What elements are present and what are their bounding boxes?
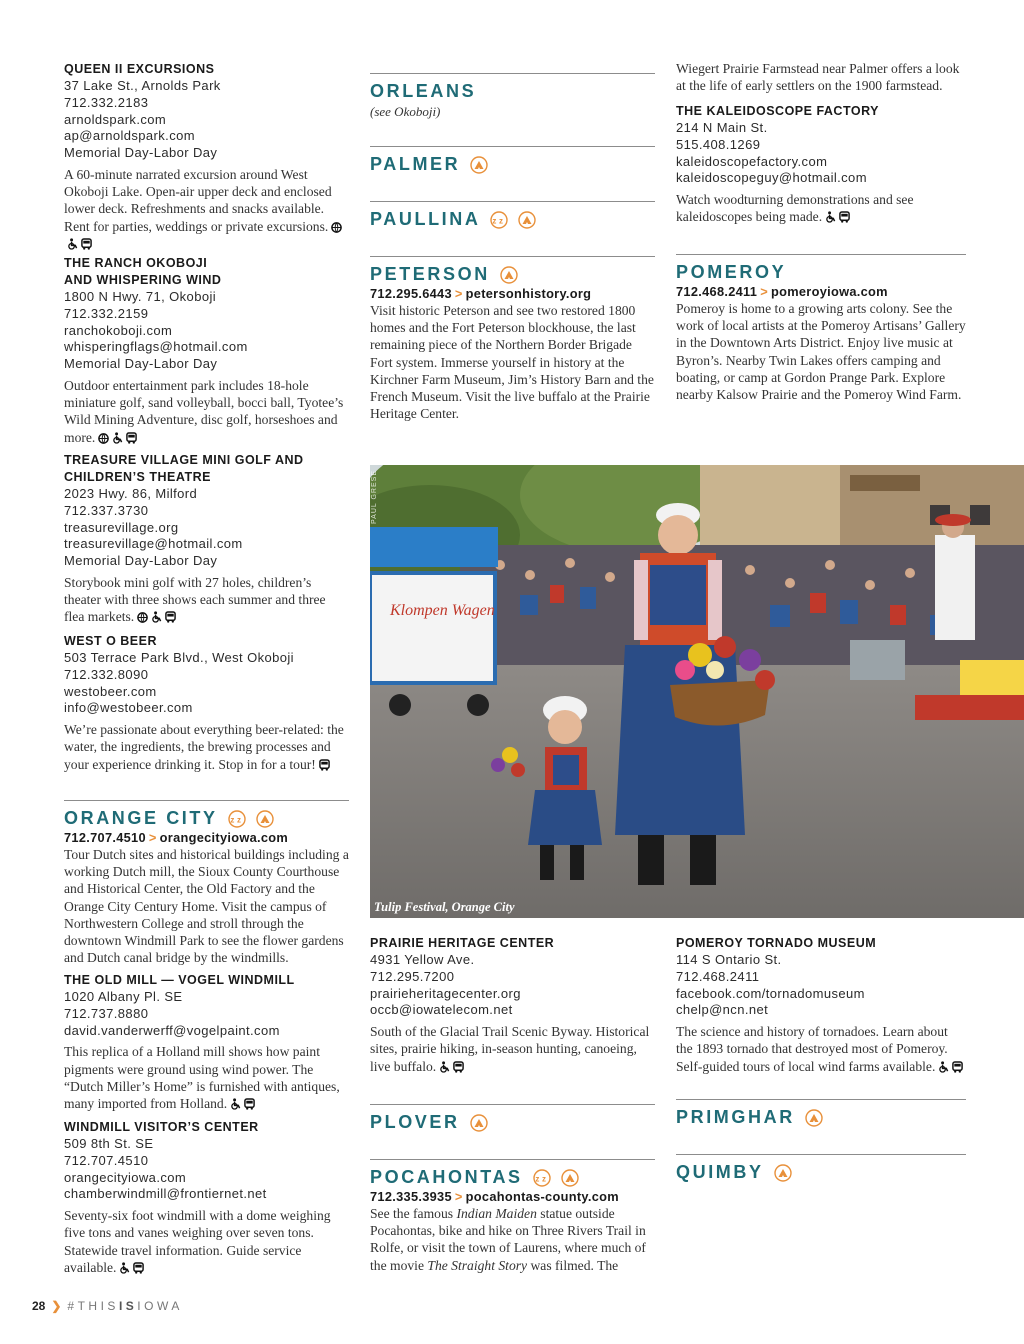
- listing-phone: 712.707.4510: [64, 1152, 149, 1168]
- town-contact: 712.335.3935 > pocahontas-county.com: [370, 1189, 619, 1204]
- lodging-icon: [490, 208, 508, 230]
- section-divider: [676, 1154, 966, 1155]
- town-plover: [370, 1104, 655, 1133]
- listing-description: The science and history of tornadoes. Learn about the 1893 tornado that destroyed most of Pomeroy. Self-guided tours of local wind farms available.: [676, 1023, 966, 1075]
- accessible-icon: [938, 1061, 949, 1073]
- section-divider: [370, 1159, 655, 1160]
- listing-phone: 712.332.2159: [64, 305, 149, 321]
- listing-name-line2: CHILDREN’S THEATRE: [64, 470, 211, 484]
- listing-website[interactable]: orangecityiowa.com: [64, 1169, 187, 1185]
- palmer-continued: [676, 60, 966, 94]
- camping-icon: [256, 807, 274, 829]
- accessible-icon: [439, 1061, 450, 1073]
- see-also-note: (see Okoboji): [370, 104, 441, 119]
- bus-icon: [453, 1061, 464, 1073]
- listing-address: 1800 N Hwy. 71, Okoboji: [64, 289, 217, 304]
- listing-pomeroy-tornado-museum: [676, 935, 966, 1075]
- town-pomeroy: [676, 254, 966, 403]
- listing-phone: 712.337.3730: [64, 502, 149, 518]
- listing-phone: 712.332.8090: [64, 666, 149, 682]
- listing-name: THE OLD MILL — VOGEL WINDMILL: [64, 973, 295, 987]
- town-orange-city: [64, 800, 349, 966]
- town-heading: POCAHONTAS zz: [370, 1166, 655, 1188]
- town-description: Tour Dutch sites and historical buildings including a working Dutch mill, the Sioux County Courthouse and Historical Center, the Old Factory and the Orange City Century Home. Visit the campus of Northwestern College and stroll through the downtown Windmill Park to see the flower gardens and Dutch canal bridge by the windmills.: [64, 847, 349, 966]
- town-heading: POMEROY: [676, 262, 787, 282]
- town-heading: PRIMGHAR: [676, 1106, 966, 1128]
- listing-description: Storybook mini golf with 27 holes, children’s theater with three shows each summer and three flea markets.: [64, 574, 326, 625]
- listing-phone: 712.737.8880: [64, 1005, 149, 1021]
- listing-description: South of the Glacial Trail Scenic Byway. Historical sites, prairie hiking, in-season hunting, canoeing, live buffalo.: [370, 1024, 650, 1074]
- listing-website[interactable]: arnoldspark.com: [64, 111, 167, 127]
- listing-email[interactable]: ap@arnoldspark.com: [64, 128, 195, 144]
- bus-icon: [319, 759, 330, 771]
- lodging-icon: [533, 1166, 551, 1188]
- section-divider: [370, 1104, 655, 1105]
- listing-address: 509 8th St. SE: [64, 1136, 154, 1151]
- svg-text:zz: zz: [230, 815, 244, 825]
- listing-season: Memorial Day-Labor Day: [64, 145, 218, 161]
- town-peterson: [370, 256, 655, 422]
- town-description: See the famous Indian Maiden statue outside Pocahontas, bike and hike on Three Rivers Trail in Rolfe, or visit the town of Laurens, where much of the movie The Straight Story was filmed. The: [370, 1206, 646, 1273]
- camping-icon: [774, 1161, 792, 1183]
- continued-description: Wiegert Prairie Farmstead near Palmer offers a look at the life of early settlers on the 1900 farmstead.: [676, 61, 960, 94]
- town-website[interactable]: pomeroyiowa.com: [770, 284, 888, 299]
- hashtag: #THISISIOWA: [67, 1299, 183, 1313]
- photo-credit: PAUL GRESE: [371, 470, 378, 524]
- listing-email[interactable]: chamberwindmill@frontiernet.net: [64, 1186, 267, 1202]
- listing-website[interactable]: facebook.com/tornadomuseum: [676, 985, 865, 1001]
- section-divider: [676, 254, 966, 255]
- page-number: 28: [32, 1299, 46, 1313]
- listing-website[interactable]: kaleidoscopefactory.com: [676, 153, 828, 169]
- page-footer: [32, 1299, 183, 1313]
- listing-website[interactable]: prairieheritagecenter.org: [370, 985, 521, 1001]
- listing-phone: 515.408.1269: [676, 136, 761, 152]
- listing-season: Memorial Day-Labor Day: [64, 553, 218, 569]
- accessible-icon: [112, 432, 123, 444]
- listing-address: 37 Lake St., Arnolds Park: [64, 78, 221, 93]
- accessible-icon: [67, 238, 78, 250]
- listing-address: 2023 Hwy. 86, Milford: [64, 486, 198, 501]
- listing-address: 214 N Main St.: [676, 120, 768, 135]
- section-divider: [64, 800, 349, 801]
- accessible-icon: [151, 611, 162, 623]
- listing-name: WEST O BEER: [64, 634, 158, 648]
- listing-website[interactable]: treasurevillage.org: [64, 519, 179, 535]
- listing-ranch-okoboji: [64, 255, 349, 446]
- bus-icon: [952, 1061, 963, 1073]
- town-contact: 712.295.6443 > petersonhistory.org: [370, 286, 592, 301]
- photo-illustration: [370, 465, 1024, 918]
- town-palmer: [370, 146, 655, 175]
- svg-text:Klompen Wagen: Klompen Wagen: [390, 602, 495, 619]
- section-divider: [370, 201, 655, 202]
- bus-icon: [839, 211, 850, 223]
- listing-windmill-visitors-center: [64, 1119, 349, 1276]
- chevron-right-icon: ❯: [51, 1299, 62, 1313]
- section-divider: [370, 146, 655, 147]
- bus-icon: [81, 238, 92, 250]
- town-orleans: [370, 73, 655, 120]
- town-heading: QUIMBY: [676, 1161, 966, 1183]
- camping-icon: [470, 1111, 488, 1133]
- bus-icon: [133, 1262, 144, 1274]
- camping-icon: [805, 1106, 823, 1128]
- listing-phone: 712.332.2183: [64, 94, 149, 110]
- town-website[interactable]: petersonhistory.org: [465, 286, 592, 301]
- listing-address: 114 S Ontario St.: [676, 952, 782, 967]
- bus-icon: [126, 432, 137, 444]
- listing-website[interactable]: westobeer.com: [64, 683, 157, 699]
- listing-address: 4931 Yellow Ave.: [370, 952, 475, 967]
- listing-name: POMEROY TORNADO MUSEUM: [676, 936, 877, 950]
- town-pocahontas: [370, 1159, 655, 1274]
- listing-description: Seventy-six foot windmill with a dome weighing five tons and vanes weighing over seven tons. Statewide travel information. Guide service available.: [64, 1208, 331, 1275]
- camping-icon: [518, 208, 536, 230]
- listing-description: Watch woodturning demonstrations and see kaleidoscopes being made.: [676, 192, 914, 225]
- listing-email[interactable]: occb@iowatelecom.net: [370, 1002, 513, 1018]
- listing-phone: 712.295.7200: [370, 968, 455, 984]
- town-description: Pomeroy is home to a growing arts colony. See the work of local artists at the Pomeroy Artisans’ Gallery in the Downtown Arts District. Enjoy live music at Byron’s. Nearby Twin Lakes offers camping and boating, or camp at Gordon Prange Park. Explore nearby Kalsow Prairie and the Pomeroy Wind Farm.: [676, 301, 966, 403]
- town-heading: ORANGE CITY zz: [64, 807, 349, 829]
- accessible-icon: [825, 211, 836, 223]
- listing-address: 503 Terrace Park Blvd., West Okoboji: [64, 650, 294, 665]
- listing-old-mill: [64, 972, 349, 1112]
- town-contact: 712.707.4510 > orangecityiowa.com: [64, 830, 289, 845]
- listing-name-line2: AND WHISPERING WIND: [64, 273, 222, 287]
- listing-description: We’re passionate about everything beer-related: the water, the ingredients, the brewing processes and your experience drinking it. Stop in for a tour!: [64, 722, 344, 772]
- town-quimby: [676, 1154, 966, 1183]
- bus-icon: [244, 1098, 255, 1110]
- photo-caption: Tulip Festival, Orange City: [374, 900, 515, 914]
- town-description: Visit historic Peterson and see two restored 1800 homes and the Fort Peterson blockhouse, the last remaining piece of the Northern Border Brigade Fort system. Immerse yourself in history at the Kirchner Farm Museum, Jim’s History Barn and the French Museum. Visit the live buffalo at the Prairie Heritage Center.: [370, 303, 654, 422]
- camping-icon: [561, 1166, 579, 1188]
- global-icon: [98, 433, 109, 444]
- listing-name: THE RANCH OKOBOJI: [64, 256, 208, 270]
- listing-email[interactable]: info@westobeer.com: [64, 700, 193, 716]
- tulip-festival-photo: [370, 465, 1024, 918]
- town-heading: PAULLINA zz: [370, 208, 655, 230]
- camping-icon: [470, 153, 488, 175]
- town-paullina: [370, 201, 655, 230]
- listing-website[interactable]: ranchokoboji.com: [64, 322, 173, 338]
- bus-icon: [165, 611, 176, 623]
- camping-icon: [500, 263, 518, 285]
- town-heading: PLOVER: [370, 1111, 655, 1133]
- town-primghar: [676, 1099, 966, 1128]
- global-icon: [331, 222, 342, 233]
- listing-name: PRAIRIE HERITAGE CENTER: [370, 936, 555, 950]
- town-website[interactable]: pocahontas-county.com: [465, 1189, 619, 1204]
- town-heading: PETERSON: [370, 263, 655, 285]
- listing-email[interactable]: chelp@ncn.net: [676, 1002, 769, 1018]
- listing-email[interactable]: whisperingflags@hotmail.com: [64, 339, 248, 355]
- listing-description: Outdoor entertainment park includes 18-hole miniature golf, sand volleyball, bocci ball, Tyotee’s Wild Mining Adventure, disc golf, horseshoes and more.: [64, 377, 344, 445]
- section-divider: [370, 73, 655, 74]
- listing-phone: 712.468.2411: [676, 968, 760, 984]
- listing-email[interactable]: david.vanderwerff@vogelpaint.com: [64, 1022, 280, 1038]
- listing-west-o-beer: [64, 633, 349, 773]
- accessible-icon: [119, 1262, 130, 1274]
- listing-description: A 60-minute narrated excursion around West Okoboji Lake. Open-air upper deck and enclosed lower deck. Refreshments and snacks available. Rent for parties, weddings or private excursions.: [64, 166, 349, 252]
- listing-prairie-heritage-center: [370, 935, 655, 1075]
- accessible-icon: [230, 1098, 241, 1110]
- town-contact: 712.468.2411 > pomeroyiowa.com: [676, 284, 888, 299]
- svg-text:zz: zz: [535, 1174, 549, 1184]
- listing-name: THE KALEIDOSCOPE FACTORY: [676, 104, 879, 118]
- listing-name: TREASURE VILLAGE MINI GOLF AND: [64, 453, 304, 467]
- listing-season: Memorial Day-Labor Day: [64, 356, 218, 372]
- listing-treasure-village: [64, 452, 349, 626]
- listing-name: QUEEN II EXCURSIONS: [64, 62, 215, 76]
- listing-name: WINDMILL VISITOR’S CENTER: [64, 1120, 259, 1134]
- section-divider: [676, 1099, 966, 1100]
- listing-description: This replica of a Holland mill shows how paint pigments were ground using wind power. The “Dutch Miller’s Home” is furnished with antiques, many imported from Holland.: [64, 1044, 340, 1111]
- listing-email[interactable]: kaleidoscopeguy@hotmail.com: [676, 170, 867, 186]
- town-heading: ORLEANS: [370, 81, 477, 101]
- town-website[interactable]: orangecityiowa.com: [159, 830, 289, 845]
- global-icon: [137, 612, 148, 623]
- svg-text:zz: zz: [492, 216, 507, 226]
- listing-kaleidoscope-factory: [676, 103, 966, 226]
- town-heading: PALMER: [370, 153, 655, 175]
- listing-address: 1020 Albany Pl. SE: [64, 989, 183, 1004]
- listing-email[interactable]: treasurevillage@hotmail.com: [64, 536, 243, 552]
- listing-queen-ii: [64, 61, 349, 252]
- section-divider: [370, 256, 655, 257]
- lodging-icon: [228, 807, 246, 829]
